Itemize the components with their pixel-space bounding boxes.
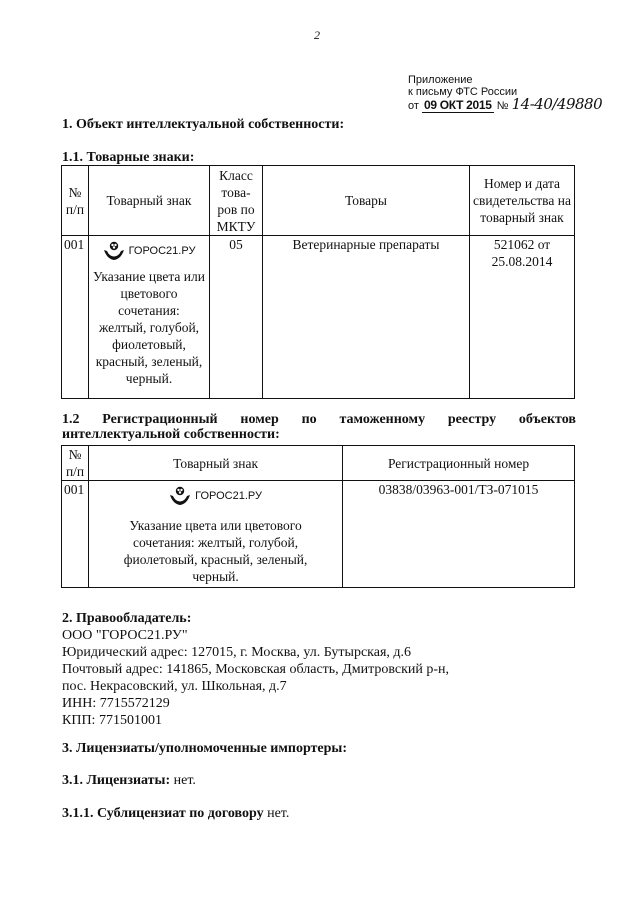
- heading-word: по: [301, 412, 317, 427]
- heading-word: реестру: [447, 412, 497, 427]
- heading-word: таможенному: [339, 412, 426, 427]
- heading-word: 1.2: [62, 412, 80, 427]
- header-reg-number: Регистрационный номер: [343, 446, 575, 481]
- header-goods: Товары: [263, 166, 470, 236]
- color-note: Указание цвета или цветового сочетания: желтый, голубой, фиолетовый, красный, зеленый, черный.: [93, 269, 205, 386]
- section-3-1: [62, 773, 196, 789]
- trademark-logo: [89, 485, 342, 507]
- row-certificate: 521062 от 25.08.2014: [470, 236, 575, 399]
- section-1-2-line1: [62, 412, 576, 427]
- section-2-title: 2. Правообладатель:: [62, 611, 192, 626]
- section-3-1-1-label: 3.1.1. Сублицензиат по договору: [62, 806, 264, 821]
- heading-word: номер: [240, 412, 279, 427]
- company-name: ООО "ГОРОС21.РУ": [62, 628, 188, 643]
- postal-address-line1: Почтовый адрес: 141865, Московская область, Дмитровский р-н,: [62, 662, 450, 677]
- handwritten-number: 14-40/49880: [511, 95, 603, 113]
- header-num: № п/п: [62, 166, 89, 236]
- header-certificate: Номер и дата свидетельства на товарный знак: [470, 166, 575, 236]
- heading-word: объектов: [518, 412, 576, 427]
- row-goods: Ветеринарные препараты: [263, 236, 470, 399]
- legal-address: Юридический адрес: 127015, г. Москва, ул. Бутырская, д.6: [62, 645, 412, 660]
- stamp-date: 09 ОКТ 2015: [423, 98, 492, 112]
- trademark-logo: [89, 240, 209, 262]
- kpp: КПП: 771501001: [62, 713, 162, 728]
- rightholder-block: [62, 610, 449, 729]
- customs-register-table: [61, 445, 575, 588]
- section-1-title: 1. Объект интеллектуальной собственности:: [62, 117, 345, 132]
- row-num: 001: [62, 481, 89, 588]
- from-label: от: [408, 100, 419, 112]
- row-reg-number: 03838/03963-001/ТЗ-071015: [343, 481, 575, 588]
- table-row: [62, 481, 575, 588]
- section-3-1-1: [62, 806, 289, 822]
- trademark-logo-text: ГОРОС21.РУ: [195, 489, 263, 502]
- appendix-letter-ref: к письму ФТС России: [408, 86, 518, 98]
- header-class: Класс това- ров по МКТУ: [210, 166, 263, 236]
- number-label: №: [496, 100, 509, 112]
- section-1-1-title: 1.1. Товарные знаки:: [62, 150, 195, 165]
- inn: ИНН: 7715572129: [62, 696, 170, 711]
- header-mark: Товарный знак: [89, 446, 343, 481]
- row-class: 05: [210, 236, 263, 399]
- section-3-1-value: нет.: [173, 773, 196, 788]
- table-header-row: [62, 446, 575, 481]
- hands-flower-logo-icon: [103, 240, 125, 262]
- postal-address-line2: пос. Некрасовский, ул. Школьная, д.7: [62, 679, 287, 694]
- appendix-date-line: [408, 95, 603, 113]
- header-mark: Товарный знак: [89, 166, 210, 236]
- heading-word: Регистрационный: [102, 412, 218, 427]
- table-row: [62, 236, 575, 399]
- section-3-title: 3. Лицензиаты/уполномоченные импортеры:: [62, 741, 348, 756]
- appendix-header: [408, 74, 602, 112]
- table-header-row: [62, 166, 575, 236]
- section-1-2-title: [62, 412, 576, 442]
- trademark-logo-text: ГОРОС21.РУ: [128, 244, 196, 257]
- trademarks-table: [61, 165, 575, 399]
- section-3-1-1-value: нет.: [267, 806, 290, 821]
- header-num: № п/п: [62, 446, 89, 481]
- row-num: 001: [62, 236, 89, 399]
- trademark-cell: [89, 481, 343, 588]
- hands-flower-logo-icon: [169, 485, 191, 507]
- color-note: Указание цвета или цветового сочетания: желтый, голубой, фиолетовый, красный, зеленый, черный.: [123, 518, 308, 584]
- section-3-1-label: 3.1. Лицензиаты:: [62, 773, 171, 788]
- section-1-2-line2: интеллектуальной собственности:: [62, 427, 280, 442]
- page-number: 2: [314, 28, 320, 42]
- appendix-label: Приложение: [408, 74, 473, 86]
- trademark-cell: [89, 236, 210, 399]
